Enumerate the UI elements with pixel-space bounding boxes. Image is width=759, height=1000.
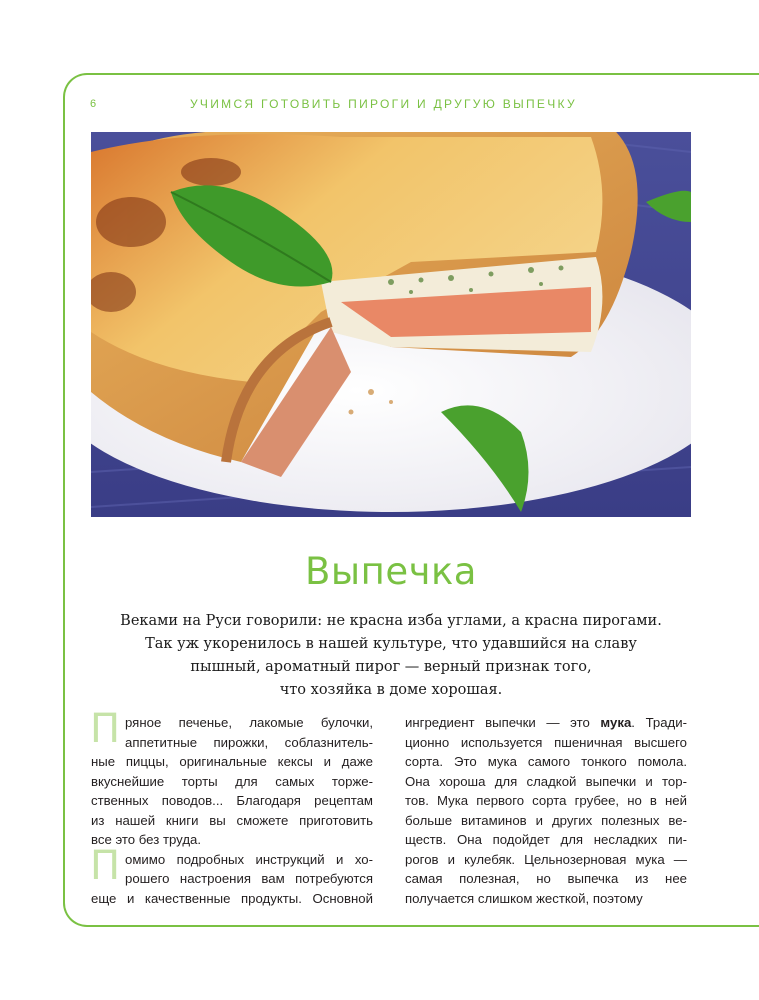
text-line: больше витаминов и других полезных ве- [405,812,687,828]
drop-cap: П [90,842,121,889]
drop-cap: П [90,706,121,752]
text-line: ционно используется пшеничная высшего [405,734,687,750]
text-line: ществ. Она подойдет для несладких пи- [405,832,687,847]
page-number: 6 [90,98,97,110]
text-line: вкуснейшие торты для самых торже- [91,773,373,789]
text-line: все это без труда. [91,832,202,847]
text-line: рогов и кулебяк. Цельнозерновая мука — [405,851,687,867]
lead-line: что хозяйка в доме хорошая. [279,682,503,698]
body-column-left [90,706,373,908]
text-line: сорта. Это мука самого тонкого помола. [405,754,687,769]
text-line [405,713,687,733]
text-line: из нашей книги вы сможете приготовить [91,812,373,828]
bold-term: мука [600,715,632,730]
text-line: омимо подробных инструкций и хо- [125,851,373,867]
text-run: ингредиент выпечки — это [405,715,601,730]
text-line: Она хороша для сладкой выпечки и тор- [405,773,687,789]
text-line: аппетитные пирожки, соблазнитель- [125,734,373,750]
quiche-photo [91,132,691,517]
text-line: тов. Мука первого сорта грубее, но в ней [405,793,687,808]
lead-paragraph [91,610,691,702]
text-line: ственных поводов... Благодаря рецептам [91,793,373,808]
paragraph [90,706,373,850]
section-title: Выпечка [305,550,477,593]
lead-line: Так уж укоренилось в нашей культуре, что удавшийся на славу [145,636,637,652]
body-column-right [405,713,687,908]
text-line: еще и качественные продукты. Основной [91,890,373,906]
text-line: самая полезная, но выпечка из нее [405,871,687,886]
text-line: рошего настроения вам потребуются [125,871,373,886]
text-line: ные пиццы, оригинальные кексы и даже [91,754,373,769]
running-header: УЧИМСЯ ГОТОВИТЬ ПИРОГИ И ДРУГУЮ ВЫПЕЧКУ [190,97,577,111]
lead-line: пышный, ароматный пирог — верный признак того, [190,659,592,675]
paragraph [90,842,373,909]
text-line: получается слишком жесткой, поэтому [405,890,643,906]
lead-line: Веками на Руси говорили: не красна изба углами, а красна пирогами. [120,613,662,629]
text-run: . Тради- [631,715,688,730]
text-line: ряное печенье, лакомые булочки, [125,715,373,730]
